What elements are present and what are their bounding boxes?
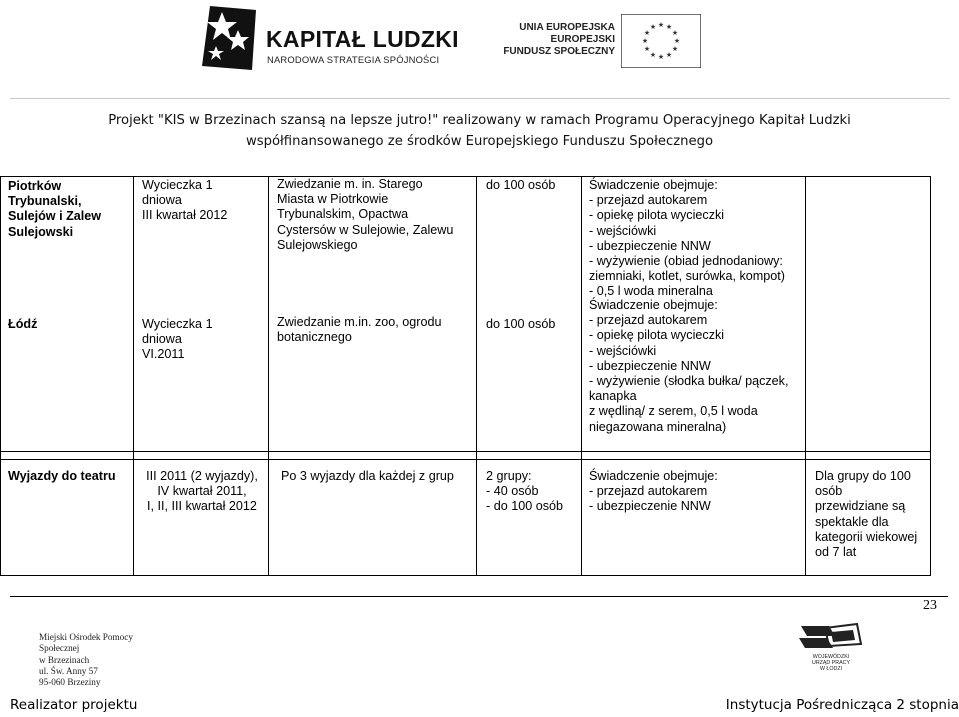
service-line: - opiekę pilota wycieczki (589, 328, 725, 343)
desc-line: Cystersów w Sulejowie, Zalewu (277, 222, 454, 237)
table-col-line-5 (805, 176, 806, 576)
service-line: - 0,5 l woda mineralna (589, 284, 713, 299)
kapital-ludzki-logo (200, 4, 459, 72)
service-line: - opiekę pilota wycieczki (589, 208, 725, 223)
realizator-address (39, 632, 133, 688)
eu-logo-text (503, 22, 615, 58)
place-line: Sulejowski (8, 224, 74, 239)
address-line: ul. Św. Anny 57 (39, 665, 98, 676)
service-line: - ubezpieczenie NNW (589, 499, 711, 514)
address-line: Społecznej (39, 643, 80, 654)
service-line: z wędliną/ z serem, 0,5 l woda (589, 404, 758, 419)
kapital-ludzki-emblem-icon (200, 4, 256, 72)
kapital-ludzki-subtitle: NARODOWA STRATEGIA SPÓJNOŚCI (267, 54, 440, 65)
form-line: Wycieczka 1 (142, 178, 213, 192)
form-line: VI.2011 (142, 347, 185, 362)
desc-line: Miasta w Piotrkowie (277, 192, 389, 207)
service-line: ziemniaki, kotlet, surówka, kompot) (589, 269, 785, 284)
svg-text:★: ★ (657, 21, 665, 29)
notes-line: kategorii wiekowej (815, 529, 918, 544)
svg-text:★: ★ (643, 45, 651, 53)
table-border-bottom (0, 575, 931, 576)
header-divider (10, 98, 950, 99)
table-col-line-4 (581, 176, 582, 576)
svg-text:★: ★ (657, 53, 665, 61)
svg-text:★: ★ (649, 23, 657, 31)
place-line: Piotrków (8, 179, 62, 193)
desc-line: Trybunalskim, Opactwa (277, 207, 409, 222)
desc-cell-lodz (277, 315, 442, 345)
notes-line: Dla grupy do 100 (815, 469, 911, 483)
form-line: III 2011 (2 wyjazdy), (146, 469, 258, 483)
service-line: - przejazd autokarem (589, 313, 708, 328)
form-line: Wycieczka 1 (142, 317, 213, 331)
desc-line: Zwiedzanie m. in. Starego (277, 177, 423, 191)
wup-line: WOJEWÓDZKI (812, 654, 850, 660)
project-heading (0, 110, 959, 152)
table-border-top (0, 176, 931, 177)
form-line: IV kwartał 2011, (157, 484, 247, 499)
service-line: Świadczenie obejmuje: (589, 298, 718, 312)
notes-line: od 7 lat (815, 545, 857, 560)
count-cell-piotrkow: do 100 osób (486, 178, 556, 192)
wup-lodz-text (800, 654, 862, 672)
desc-line: Zwiedzanie m.in. zoo, ogrodu (277, 315, 442, 329)
notes-line: przewidziane są (815, 499, 906, 514)
service-line: Świadczenie obejmuje: (589, 469, 718, 483)
footer-institution-label: Instytucja Pośrednicząca 2 stopnia (725, 697, 959, 713)
form-line: dniowa (142, 332, 182, 347)
kapital-ludzki-title: KAPITAŁ LUDZKI (266, 26, 459, 52)
services-cell-theatre (589, 469, 718, 515)
service-line: - wyżywienie (słodka bułka/ pączek, (589, 374, 789, 389)
notes-line: spektakle dla (815, 514, 889, 529)
eu-line-3: FUNDUSZ SPOŁECZNY (503, 46, 615, 57)
desc-cell-piotrkow (277, 177, 453, 253)
page-number: 23 (923, 598, 937, 613)
desc-cell-theatre: Po 3 wyjazdy dla każdej z grup (281, 469, 454, 483)
count-line: - 40 osób (486, 484, 539, 499)
table-col-line-3 (476, 176, 477, 576)
svg-text:★: ★ (671, 45, 679, 53)
table-col-line-1 (133, 176, 134, 576)
eu-line-1: UNIA EUROPEJSKA (519, 22, 615, 33)
service-line: Świadczenie obejmuje: (589, 178, 718, 192)
svg-text:★: ★ (673, 37, 681, 45)
service-line: - wyżywienie (obiad jednodaniowy: (589, 254, 783, 269)
table-col-line-6 (930, 176, 931, 576)
svg-text:★: ★ (643, 29, 651, 37)
notes-cell-theatre (815, 469, 917, 560)
eu-logo (505, 8, 705, 72)
place-cell-lodz: Łódź (8, 317, 38, 331)
service-line: - ubezpieczenie NNW (589, 238, 711, 253)
table-border-mid-2 (0, 459, 931, 460)
count-cell-theatre (486, 469, 563, 515)
svg-text:★: ★ (665, 23, 673, 31)
project-line-1: Projekt "KIS w Brzezinach szansą na lepsze jutro!" realizowany w ramach Programu Operacyjnego Kapitał Ludzki (108, 113, 851, 128)
place-line: Sulejów i Zalew (8, 209, 102, 224)
desc-line: Sulejowskiego (277, 237, 358, 252)
services-cell-lodz (589, 298, 788, 435)
svg-text:★: ★ (641, 37, 649, 45)
place-cell-theatre: Wyjazdy do teatru (8, 469, 116, 483)
footer-divider (10, 596, 948, 597)
form-line: I, II, III kwartał 2012 (147, 499, 257, 514)
service-line: - ubezpieczenie NNW (589, 358, 711, 373)
eu-flag-icon (621, 14, 701, 68)
service-line: kanapka (589, 389, 637, 404)
count-line: 2 grupy: (486, 469, 532, 483)
address-line: w Brzezinach (39, 654, 90, 665)
place-cell-piotrkow (8, 179, 101, 240)
table-border-mid-1 (0, 451, 931, 452)
form-line: III kwartał 2012 (142, 208, 228, 223)
count-cell-lodz: do 100 osób (486, 317, 556, 331)
svg-text:★: ★ (665, 51, 673, 59)
svg-text:★: ★ (671, 29, 679, 37)
table-col-line-2 (268, 176, 269, 576)
service-line: niegazowana mineralna) (589, 419, 727, 434)
eu-line-2: EUROPEJSKI (550, 34, 615, 45)
form-cell-theatre (140, 469, 264, 515)
service-line: - przejazd autokarem (589, 484, 708, 499)
schedule-table (0, 172, 931, 576)
form-cell-lodz (142, 317, 213, 363)
address-line: 95-060 Brzeziny (39, 677, 101, 688)
wup-line: W ŁODZI (819, 666, 843, 672)
service-line: - wejściówki (589, 223, 657, 238)
notes-line: osób (815, 484, 843, 499)
svg-text:★: ★ (649, 51, 657, 59)
count-line: - do 100 osób (486, 499, 564, 514)
service-line: - wejściówki (589, 343, 657, 358)
service-line: - przejazd autokarem (589, 193, 708, 208)
form-cell-piotrkow (142, 178, 227, 224)
table-col-line-0 (0, 176, 1, 576)
project-line-2: współfinansowanego ze środków Europejskiego Funduszu Społecznego (245, 134, 714, 149)
footer-realizator-label: Realizator projektu (10, 697, 138, 713)
desc-line: botanicznego (277, 330, 352, 345)
address-line: Miejski Ośrodek Pomocy (39, 632, 133, 642)
form-line: dniowa (142, 193, 182, 208)
wup-line: URZĄD PRACY (812, 660, 850, 666)
place-line: Trybunalski, (8, 194, 82, 209)
services-cell-piotrkow (589, 178, 785, 300)
